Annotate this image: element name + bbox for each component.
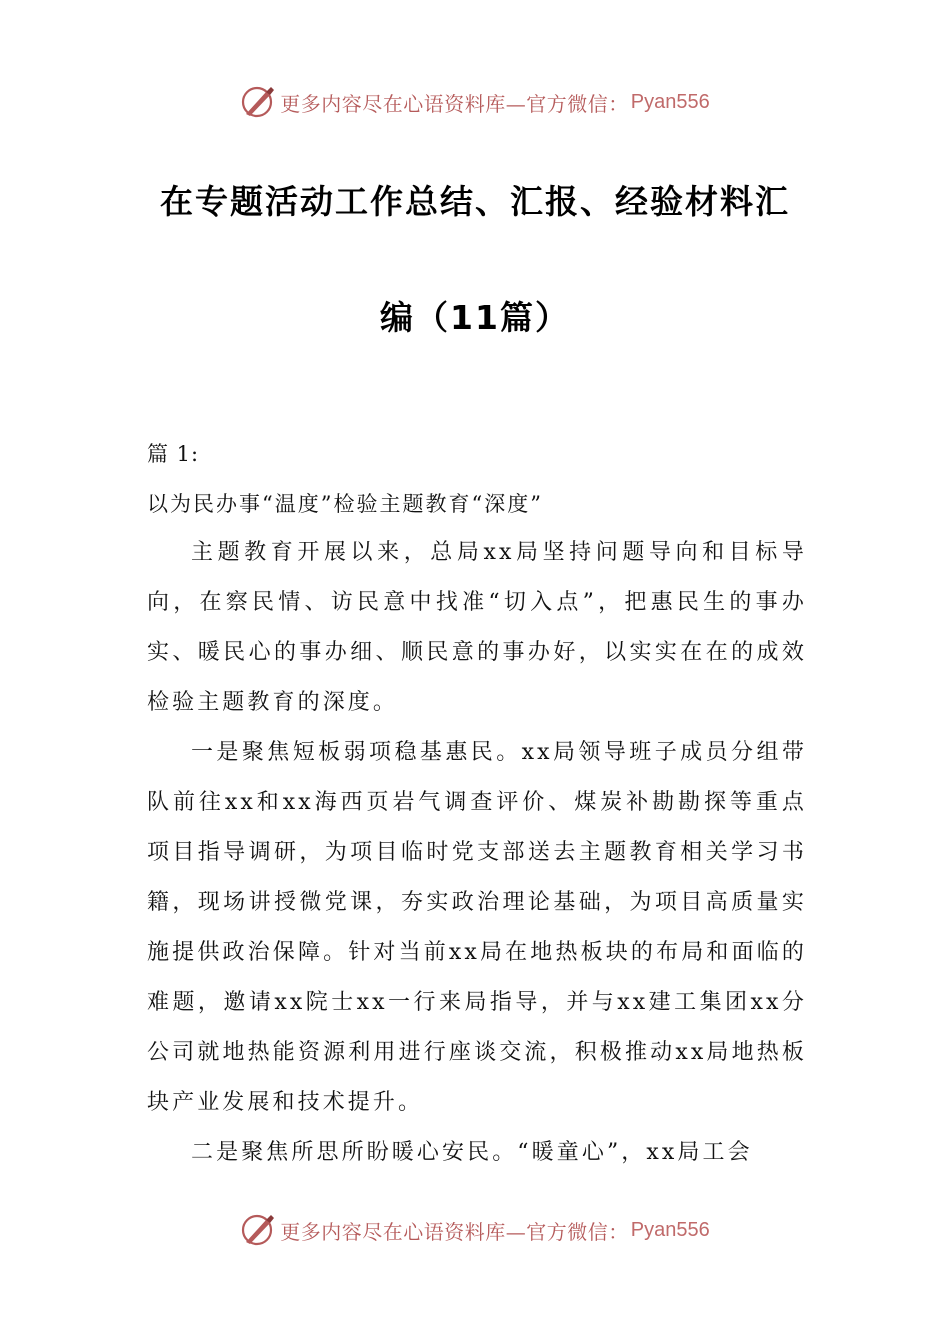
document-title-line2: 编（11篇） <box>380 298 570 337</box>
article-body <box>147 528 807 1178</box>
document-title-line1: 在专题活动工作总结、汇报、经验材料汇 <box>160 182 790 221</box>
pen-logo-icon <box>240 84 276 120</box>
paragraph: 一是聚焦短板弱项稳基惠民。xx局领导班子成员分组带队前往xx和xx海西页岩气调查评价、煤炭补勘勘探等重点项目指导调研，为项目临时党支部送去主题教育相关学习书籍，现场讲授微党课，夯实政治理论基础，为项目高质量实施提供政治保障。针对当前xx局在地热板块的布局和面临的难题，邀请xx院士xx一行来局指导，并与xx建工集团xx分公司就地热能资源利用进行座谈交流，积极推动xx局地热板块产业发展和技术提升。 <box>147 740 807 1115</box>
watermark-banner-bottom <box>0 1208 950 1252</box>
section-label: 篇 1: <box>147 442 200 466</box>
watermark-text: 更多内容尽在心语资料库—官方微信： <box>280 1219 629 1244</box>
article-subtitle: 以为民办事“温度”检验主题教育“深度” <box>147 492 543 516</box>
watermark-banner-top <box>0 80 950 124</box>
paragraph: 二是聚焦所思所盼暖心安民。“暖童心”，xx局工会 <box>191 1140 753 1165</box>
watermark-wechat-id: Pyan556 <box>630 90 710 113</box>
watermark-wechat-id: Pyan556 <box>630 1218 710 1241</box>
paragraph: 主题教育开展以来，总局xx局坚持问题导向和目标导向，在察民情、访民意中找准“切入点”，把惠民生的事办实、暖民心的事办细、顺民意的事办好，以实实在在的成效检验主题教育的深度。 <box>147 540 807 715</box>
watermark-text: 更多内容尽在心语资料库—官方微信： <box>280 91 629 116</box>
pen-logo-icon <box>240 1212 276 1248</box>
